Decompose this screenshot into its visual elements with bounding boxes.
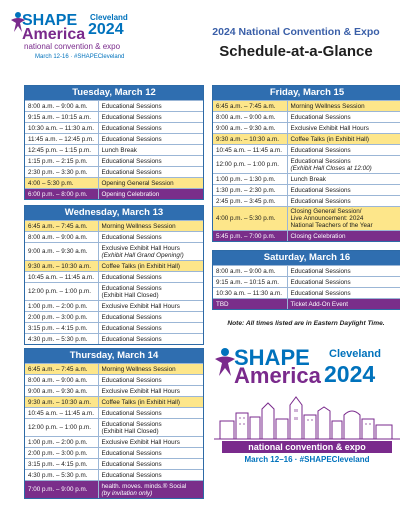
table-row <box>213 185 400 196</box>
time-cell: 10:30 a.m. – 11:30 a.m. <box>213 288 287 299</box>
time-cell: 4:00 – 5:30 p.m. <box>25 178 98 189</box>
event-cell <box>98 481 203 499</box>
time-cell: 9:00 a.m. – 9:30 a.m. <box>25 243 98 261</box>
time-cell: 11:45 a.m. – 12:45 p.m. <box>25 134 98 145</box>
event-note: (Exhibit Hall Closes at 12:00) <box>290 164 372 172</box>
event-cell <box>287 207 400 231</box>
day-block-wednesday <box>24 205 204 345</box>
event-cell: Exclusive Exhibit Hall Hours <box>98 301 203 312</box>
event-cell <box>287 156 400 174</box>
table-row <box>25 272 203 283</box>
logo-city: Cleveland <box>329 348 381 360</box>
time-cell: 8:00 a.m. – 9:00 a.m. <box>25 375 98 386</box>
timezone-note: Note: All times listed are in Eastern Daylight Time. <box>227 320 385 327</box>
table-row <box>25 145 203 156</box>
event-cell <box>98 283 203 301</box>
day-block-friday <box>212 85 400 242</box>
day-block-thursday <box>24 348 204 499</box>
page-subtitle: 2024 National Convention & Expo <box>212 26 380 38</box>
table-row <box>25 323 203 334</box>
table-row <box>213 101 400 112</box>
event-cell: Educational Sessions <box>98 123 203 134</box>
time-cell: 1:15 p.m. – 2:15 p.m. <box>25 156 98 167</box>
event-cell: Coffee Talks (in Exhibit Hall) <box>98 397 203 408</box>
time-cell: 1:00 p.m. – 2:00 p.m. <box>25 301 98 312</box>
table-row <box>25 134 203 145</box>
time-cell: 9:30 a.m. – 10:30 a.m. <box>213 134 287 145</box>
table-row <box>25 448 203 459</box>
logo-brand-line1: SHAPE <box>22 12 78 29</box>
skyline-icon <box>214 395 400 440</box>
event-cell: Educational Sessions <box>98 134 203 145</box>
time-cell: 9:00 a.m. – 9:30 a.m. <box>25 386 98 397</box>
event-cell: Exclusive Exhibit Hall Hours <box>98 437 203 448</box>
event-cell: Educational Sessions <box>287 145 400 156</box>
event-cell: Coffee Talks (in Exhibit Hall) <box>287 134 400 145</box>
time-cell: 9:30 a.m. – 10:30 a.m. <box>25 397 98 408</box>
logo-dates: March 12-16 · #SHAPECleveland <box>35 54 125 60</box>
table-row <box>213 156 400 174</box>
logo-brand <box>234 345 321 388</box>
event-cell: Educational Sessions <box>98 408 203 419</box>
time-cell: 3:15 p.m. – 4:15 p.m. <box>25 323 98 334</box>
table-row <box>213 299 400 310</box>
event-cell: Opening General Session <box>98 178 203 189</box>
event-cell: Educational Sessions <box>98 112 203 123</box>
event-cell: Educational Sessions <box>287 288 400 299</box>
event-cell: Educational Sessions <box>98 323 203 334</box>
logo-brand <box>22 14 85 42</box>
schedule-table <box>25 220 203 344</box>
time-cell: 2:00 p.m. – 3:00 p.m. <box>25 448 98 459</box>
time-cell: 4:30 p.m. – 5:30 p.m. <box>25 334 98 345</box>
logo-brand-line2: America <box>234 363 321 388</box>
table-row <box>25 123 203 134</box>
event-line: health. moves. minds.® Social <box>101 482 187 490</box>
event-cell: Coffee Talks (in Exhibit Hall) <box>98 261 203 272</box>
day-block-saturday <box>212 250 400 310</box>
table-row <box>213 145 400 156</box>
event-cell: Lunch Break <box>287 174 400 185</box>
table-row <box>25 232 203 243</box>
event-cell: Educational Sessions <box>287 185 400 196</box>
table-row <box>213 112 400 123</box>
event-cell: Educational Sessions <box>287 196 400 207</box>
table-row <box>25 481 203 499</box>
event-cell: Educational Sessions <box>98 167 203 178</box>
time-cell: 8:00 a.m. – 9:00 a.m. <box>25 101 98 112</box>
event-cell <box>98 419 203 437</box>
table-row <box>25 283 203 301</box>
event-cell: Morning Wellness Session <box>287 101 400 112</box>
time-cell: 1:00 p.m. – 1:30 p.m. <box>213 174 287 185</box>
table-row <box>25 112 203 123</box>
event-note: (Exhibit Hall Grand Opening!) <box>101 251 184 259</box>
event-cell: Morning Wellness Session <box>98 221 203 232</box>
event-cell: Morning Wellness Session <box>98 364 203 375</box>
day-block-tuesday <box>24 85 204 200</box>
table-row <box>25 101 203 112</box>
event-note: (by invitation only) <box>101 489 153 497</box>
time-cell: 8:00 a.m. – 9:00 a.m. <box>213 266 287 277</box>
event-line: Educational Sessions <box>290 157 351 165</box>
table-row <box>25 408 203 419</box>
figure-icon <box>214 347 236 377</box>
table-row <box>213 196 400 207</box>
table-row <box>25 301 203 312</box>
event-cell: Ticket Add-On Event <box>287 299 400 310</box>
event-cell: Exclusive Exhibit Hall Hours <box>98 386 203 397</box>
time-cell: 9:30 a.m. – 10:30 a.m. <box>25 261 98 272</box>
time-cell: 1:30 p.m. – 2:30 p.m. <box>213 185 287 196</box>
event-cell: Opening Celebration <box>98 189 203 200</box>
event-cell: Educational Sessions <box>98 334 203 345</box>
time-cell: 10:30 a.m. – 11:30 a.m. <box>25 123 98 134</box>
logo-year: 2024 <box>88 21 124 38</box>
event-line: Exclusive Exhibit Hall Hours <box>101 244 180 252</box>
schedule-table <box>25 100 203 199</box>
logo-dates: March 12–16 · #SHAPECleveland <box>244 455 370 464</box>
logo-city: Cleveland <box>90 13 128 22</box>
day-header: Friday, March 15 <box>213 86 400 100</box>
time-cell: 8:00 a.m. – 9:00 a.m. <box>213 112 287 123</box>
time-cell: 4:00 p.m. – 5:30 p.m. <box>213 207 287 231</box>
time-cell: 6:00 p.m. – 8:00 p.m. <box>25 189 98 200</box>
table-row <box>25 334 203 345</box>
time-cell: 2:45 p.m. – 3:45 p.m. <box>213 196 287 207</box>
logo-brand-line2: America <box>22 26 86 43</box>
table-row <box>25 261 203 272</box>
time-cell: 12:00 p.m. – 1:00 p.m. <box>213 156 287 174</box>
table-row <box>25 167 203 178</box>
event-cell: Educational Sessions <box>287 266 400 277</box>
time-cell: 4:30 p.m. – 5:30 p.m. <box>25 470 98 481</box>
event-cell: Lunch Break <box>98 145 203 156</box>
table-row <box>213 134 400 145</box>
table-row <box>213 174 400 185</box>
table-row <box>25 437 203 448</box>
table-row <box>25 189 203 200</box>
time-cell: 6:45 a.m. – 7:45 a.m. <box>25 364 98 375</box>
event-cell: Educational Sessions <box>287 277 400 288</box>
time-cell: 10:45 a.m. – 11:45 a.m. <box>213 145 287 156</box>
time-cell: 1:00 p.m. – 2:00 p.m. <box>25 437 98 448</box>
schedule-table <box>25 363 203 498</box>
time-cell: 8:00 a.m. – 9:00 a.m. <box>25 232 98 243</box>
time-cell: 2:00 p.m. – 3:00 p.m. <box>25 312 98 323</box>
shape-america-logo <box>10 7 150 69</box>
event-cell: Educational Sessions <box>98 101 203 112</box>
event-cell: Educational Sessions <box>98 312 203 323</box>
event-cell <box>98 243 203 261</box>
time-cell: 3:15 p.m. – 4:15 p.m. <box>25 459 98 470</box>
time-cell: 6:45 a.m. – 7:45 a.m. <box>25 221 98 232</box>
table-row <box>25 459 203 470</box>
logo-year: 2024 <box>324 361 376 387</box>
day-header: Wednesday, March 13 <box>25 206 203 220</box>
table-row <box>213 231 400 242</box>
time-cell: 12:00 p.m. – 1:00 p.m. <box>25 419 98 437</box>
table-row <box>213 277 400 288</box>
time-cell: 10:45 a.m. – 11:45 a.m. <box>25 272 98 283</box>
logo-brand-line1: SHAPE <box>234 345 310 370</box>
tagline-banner: national convention & expo <box>222 441 392 453</box>
table-row <box>25 243 203 261</box>
time-cell: 2:30 p.m. – 3:30 p.m. <box>25 167 98 178</box>
table-row <box>25 397 203 408</box>
logo-tagline: national convention & expo <box>24 42 121 51</box>
time-cell: 6:45 a.m. – 7:45 a.m. <box>213 101 287 112</box>
event-cell: Educational Sessions <box>98 459 203 470</box>
time-cell: 12:00 p.m. – 1:00 p.m. <box>25 283 98 301</box>
table-row <box>25 364 203 375</box>
table-row <box>25 312 203 323</box>
time-cell: 5:45 p.m. – 7:00 p.m. <box>213 231 287 242</box>
event-cell: Educational Sessions <box>98 272 203 283</box>
event-cell: Exclusive Exhibit Hall Hours <box>287 123 400 134</box>
convention-logo <box>214 345 400 465</box>
table-row <box>213 207 400 231</box>
table-row <box>25 221 203 232</box>
table-row <box>25 178 203 189</box>
event-cell: Educational Sessions <box>98 448 203 459</box>
event-line: National Teachers of the Year <box>290 222 373 229</box>
table-row <box>25 470 203 481</box>
event-cell: Educational Sessions <box>287 112 400 123</box>
day-header: Tuesday, March 12 <box>25 86 203 100</box>
time-cell: 7:00 p.m. – 9:00 p.m. <box>25 481 98 499</box>
table-row <box>25 386 203 397</box>
table-row <box>213 288 400 299</box>
event-cell: Educational Sessions <box>98 232 203 243</box>
event-cell: Educational Sessions <box>98 156 203 167</box>
event-cell: Educational Sessions <box>98 375 203 386</box>
page-title: Schedule-at-a-Glance <box>219 43 373 60</box>
time-cell: TBD <box>213 299 287 310</box>
table-row <box>213 123 400 134</box>
table-row <box>25 419 203 437</box>
time-cell: 9:15 a.m. – 10:15 a.m. <box>213 277 287 288</box>
time-cell: 10:45 a.m. – 11:45 a.m. <box>25 408 98 419</box>
time-cell: 9:15 a.m. – 10:15 a.m. <box>25 112 98 123</box>
event-note: (Exhibit Hall Closed) <box>101 291 159 299</box>
schedule-table <box>213 100 400 241</box>
event-note: (Exhibit Hall Closed) <box>101 427 159 435</box>
day-header: Thursday, March 14 <box>25 349 203 363</box>
day-header: Saturday, March 16 <box>213 251 400 265</box>
table-row <box>25 156 203 167</box>
event-line: Educational Sessions <box>101 420 162 428</box>
event-line: Educational Sessions <box>101 284 162 292</box>
event-line: Closing General Session/ <box>290 208 362 215</box>
event-line: Live Announcement: 2024 <box>290 215 364 222</box>
table-row <box>213 266 400 277</box>
schedule-table <box>213 265 400 309</box>
time-cell: 12:45 p.m. – 1:15 p.m. <box>25 145 98 156</box>
event-cell: Educational Sessions <box>98 470 203 481</box>
event-cell: Closing Celebration <box>287 231 400 242</box>
table-row <box>25 375 203 386</box>
time-cell: 9:00 a.m. – 9:30 a.m. <box>213 123 287 134</box>
